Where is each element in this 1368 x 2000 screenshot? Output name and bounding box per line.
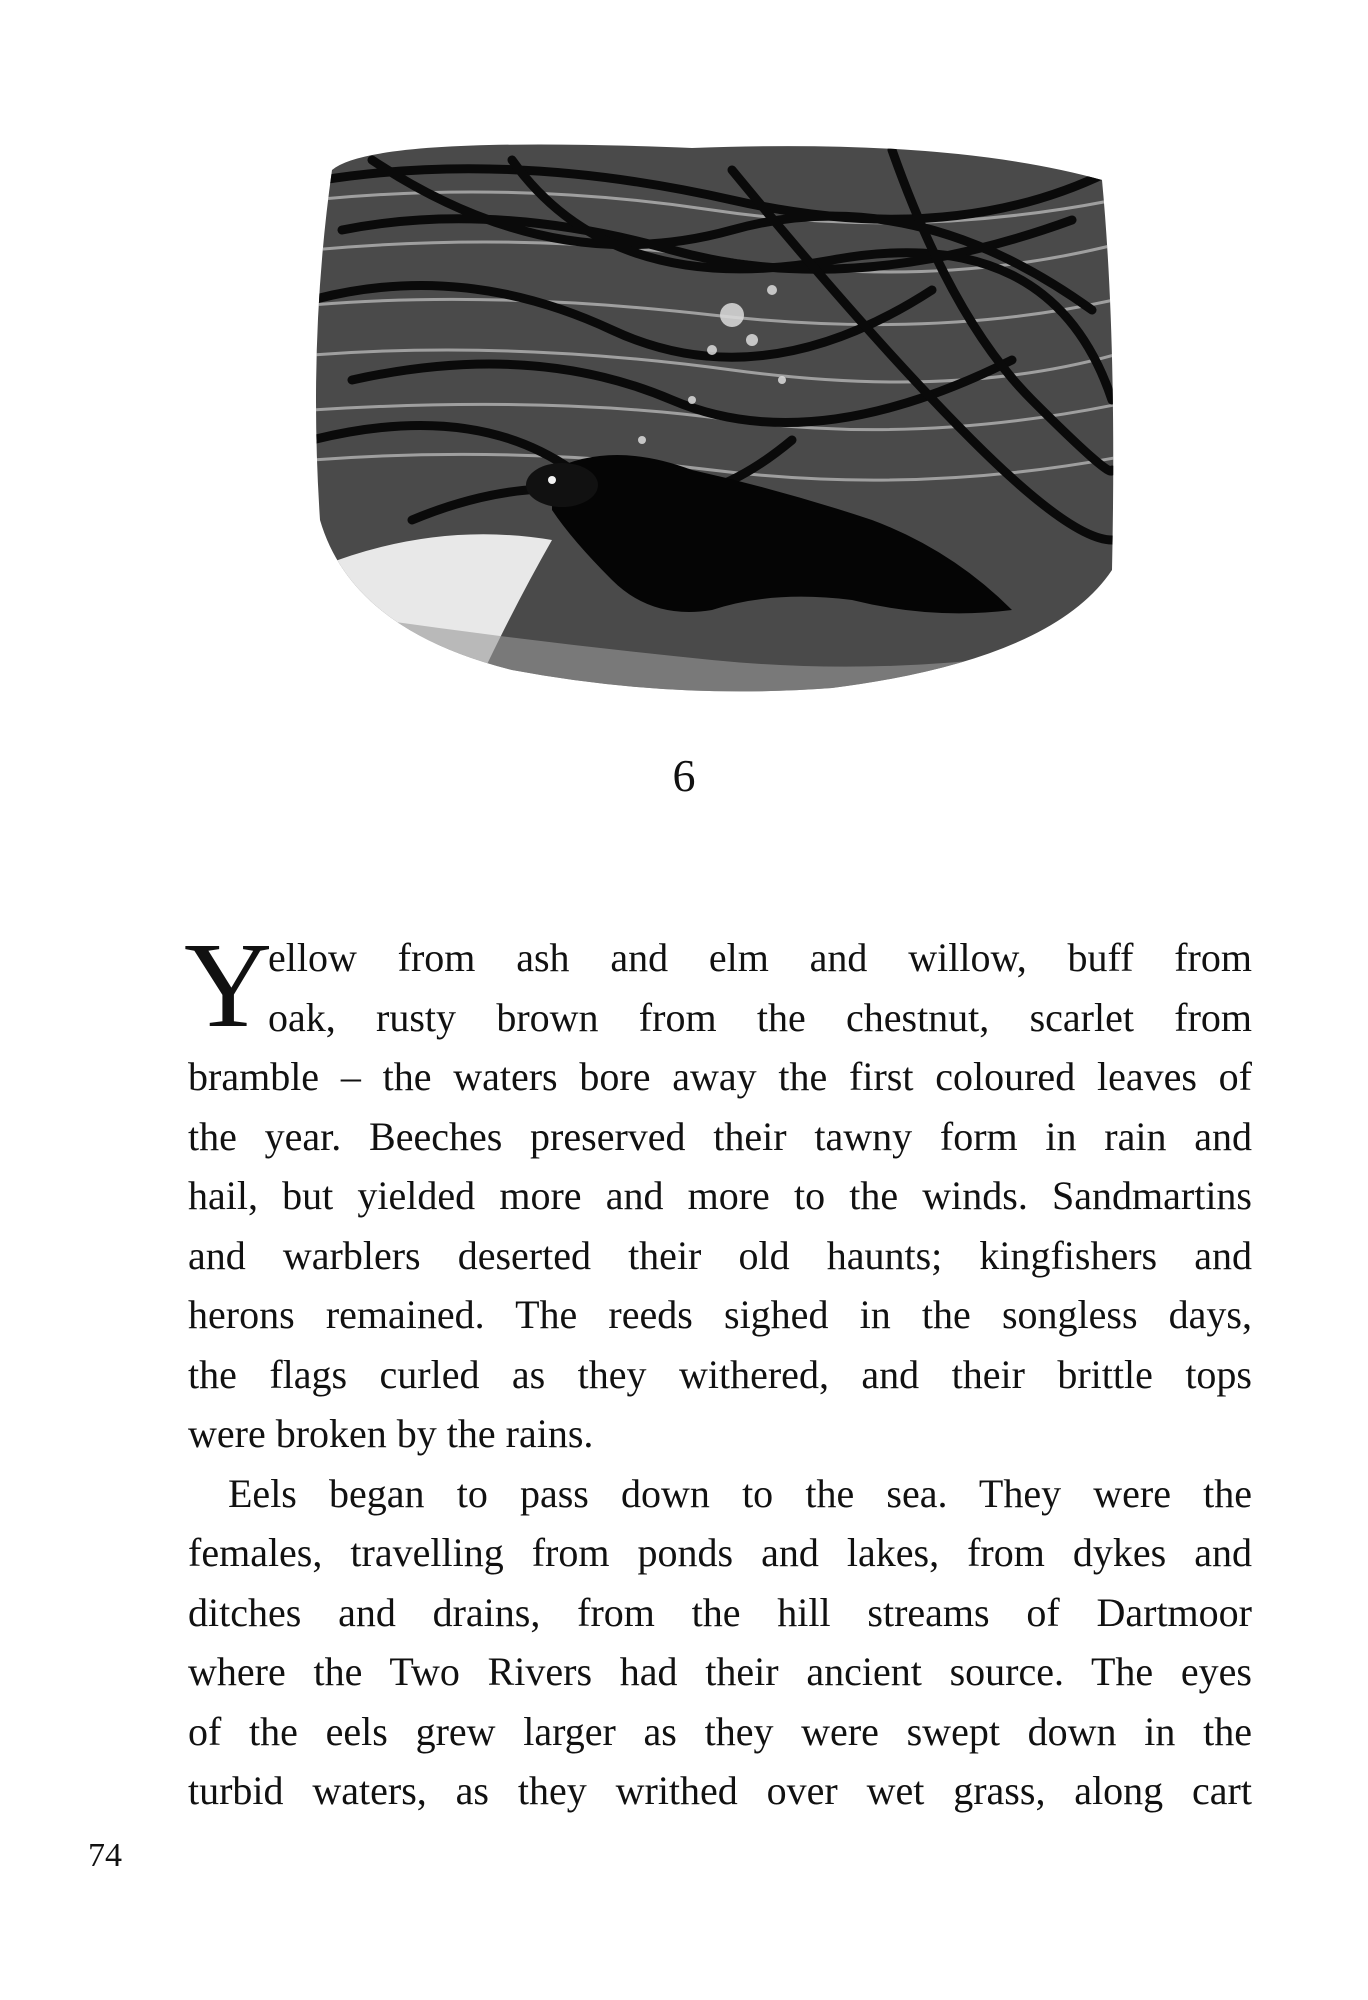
paragraph-2-line-1: Eels began to pass down to the sea. They were the	[228, 1470, 1252, 1516]
paragraph-2-line-5: of the eels grew larger as they were swept down in the	[188, 1708, 1252, 1754]
paragraph-1-line-1: Y ellow from ash and elm and willow, buff from	[184, 918, 1252, 1053]
otter-underwater-drawing	[312, 140, 1114, 696]
body-text	[184, 918, 1252, 1821]
paragraph-1-line-4: the year. Beeches preserved their tawny form in rain and	[188, 1113, 1252, 1159]
page-number: 74	[88, 1837, 122, 1874]
paragraph-2-line-4: where the Two Rivers had their ancient source. The eyes	[188, 1649, 1252, 1694]
drop-cap: Y	[184, 918, 273, 1053]
paragraph-1-line-6: and warblers deserted their old haunts; kingfishers and	[188, 1232, 1252, 1278]
paragraph-2-line-2: females, travelling from ponds and lakes, from dykes and	[188, 1530, 1252, 1575]
paragraph-2-line-6: turbid waters, as they writhed over wet grass, along cart	[188, 1768, 1252, 1813]
paragraph-1-line-7: herons remained. The reeds sighed in the songless days,	[188, 1292, 1252, 1337]
paragraph-1-line-5: hail, but yielded more and more to the winds. Sandmartins	[188, 1173, 1252, 1218]
paragraph-1-line-2: oak, rusty brown from the chestnut, scarlet from	[268, 994, 1252, 1040]
paragraph-1-line-9: were broken by the rains.	[188, 1411, 594, 1456]
chapter-illustration	[312, 140, 1114, 696]
paragraph-2-line-3: ditches and drains, from the hill streams of Dartmoor	[188, 1589, 1252, 1635]
chapter-number: 6	[672, 750, 696, 801]
paragraph-1-line-3: bramble – the waters bore away the first coloured leaves of	[188, 1054, 1252, 1099]
paragraph-1-line-8: the flags curled as they withered, and their brittle tops	[188, 1351, 1252, 1397]
